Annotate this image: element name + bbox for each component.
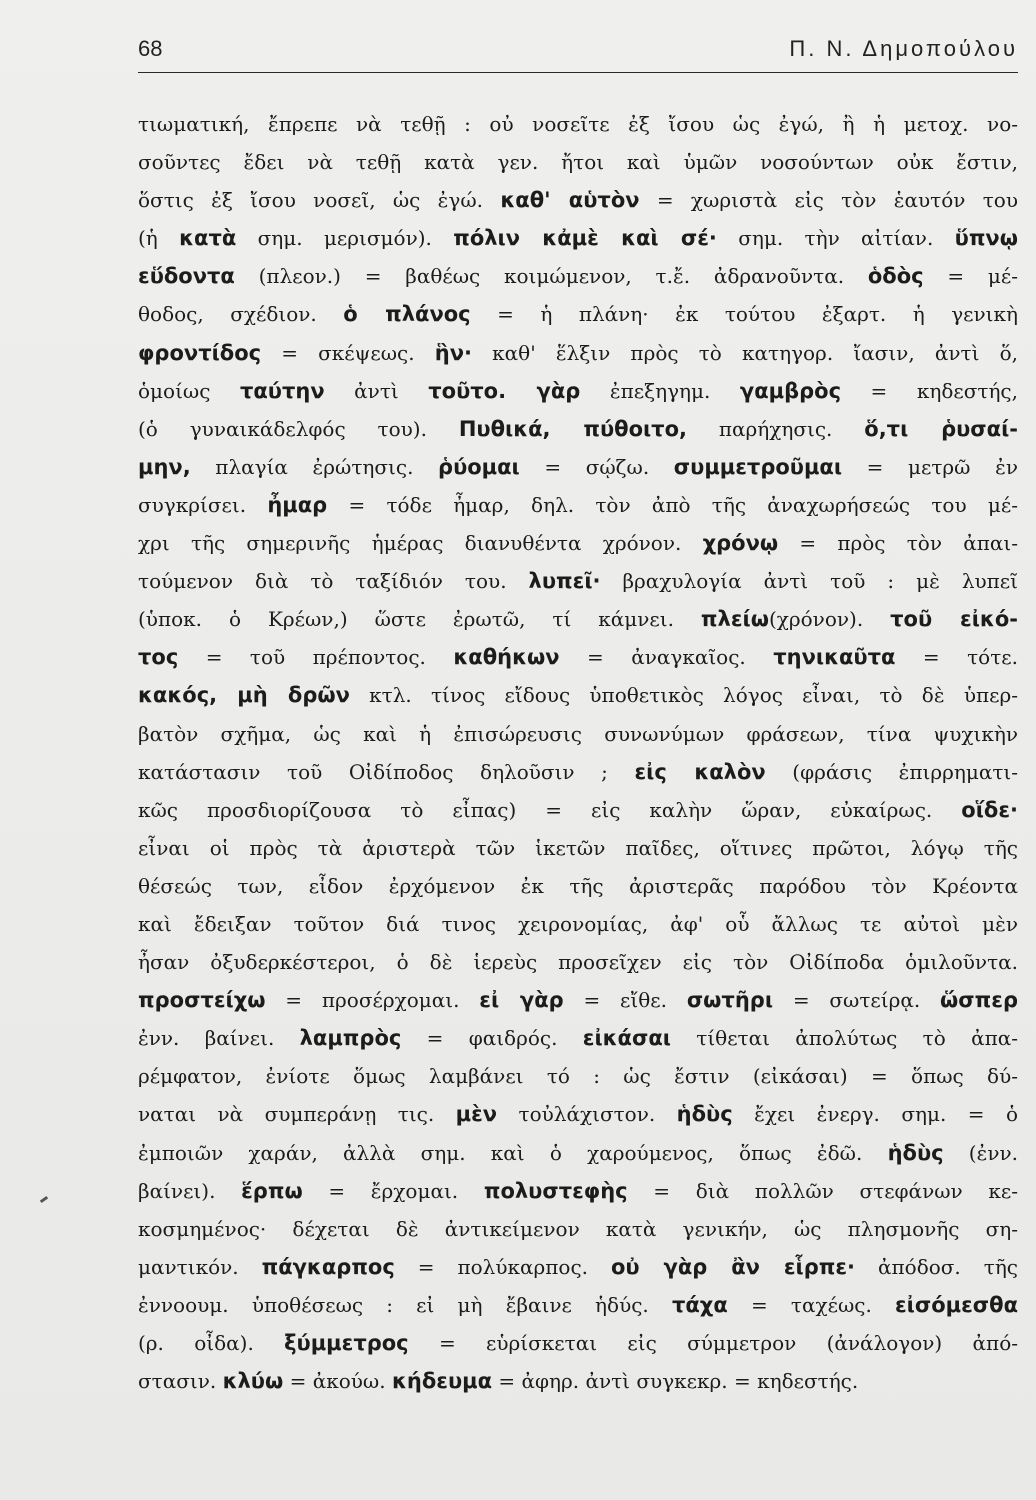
lemma-term: ὁ πλάνος [343, 302, 471, 327]
gloss-text: = φαιδρός. [401, 1026, 583, 1051]
gloss-text: = ἀκούω. [283, 1369, 392, 1394]
gloss-text: = σωτείρᾳ. [773, 988, 941, 1013]
gloss-text: ἐνν. βαίνει. [138, 1026, 300, 1051]
gloss-text: παρήχησις. [686, 416, 865, 441]
lemma-term: ἣν· [434, 340, 472, 365]
lemma-term: κατὰ [179, 226, 237, 251]
text-line [138, 1019, 1018, 1057]
lemma-term: ὕπνῳ [954, 226, 1018, 251]
gloss-text: (φράσις ἐπιρρηματι- [765, 759, 1018, 784]
gloss-text: = ἔρχομαι. [302, 1178, 484, 1203]
text-line [138, 829, 1018, 867]
text-line [138, 638, 1018, 676]
gloss-text: = πρὸς τὸν ἀπαι- [778, 531, 1018, 556]
text-line [138, 981, 1018, 1019]
lemma-term: μην, [138, 454, 191, 479]
lemma-term: λαμπρὸς [299, 1026, 402, 1051]
lemma-term: λυπεῖ· [528, 569, 601, 594]
gloss-text: πλαγία ἐρώτησις. [190, 454, 439, 479]
text-line [138, 715, 1018, 753]
gloss-text: ἔχει ἐνεργ. σημ. = ὁ [732, 1102, 1018, 1127]
lemma-term: πόλιν κἀμὲ καὶ σέ· [453, 226, 717, 251]
gloss-text: ναται νὰ συμπεράνῃ τις. [138, 1102, 456, 1127]
gloss-text: = πολύκαρπος. [394, 1254, 611, 1279]
gloss-text: (ἐνν. [943, 1140, 1018, 1165]
gloss-text: ἐμποιῶν χαράν, ἀλλὰ σημ. καὶ ὁ χαρούμενος, ὅπως ἐδῶ. [138, 1140, 888, 1165]
text-line [138, 486, 1018, 524]
lemma-term: εὕδοντα [138, 264, 235, 289]
gloss-text: σημ. τὴν αἰτίαν. [716, 226, 955, 251]
gloss-text: κατάστασιν τοῦ Οἰδίποδος δηλοῦσιν ; [138, 759, 635, 784]
text-line [138, 1172, 1018, 1210]
text-line [138, 143, 1018, 181]
gloss-text: = τόδε ἦμαρ, δηλ. τὸν ἀπὸ τῆς ἀναχωρήσεώς του μέ- [327, 492, 1018, 517]
text-line [138, 1286, 1018, 1324]
lemma-term: ἡδὺς [887, 1140, 944, 1165]
lemma-term: τοῦ εἰκό- [890, 607, 1018, 632]
margin-mark [40, 1196, 48, 1203]
gloss-text: κοσμημένος· δέχεται δὲ ἀντικείμενον κατὰ γενικήν, ὡς πλησμονῆς ση- [138, 1216, 1018, 1241]
page-number: 68 [138, 36, 163, 61]
commentary-text [138, 105, 1018, 1400]
gloss-text: ρέμφατον, ἐνίοτε ὅμως λαμβάνει τό : ὡς ἔστιν (εἰκάσαι) = ὅπως δύ- [138, 1064, 1018, 1089]
gloss-text: (χρόνον). [768, 607, 891, 632]
gloss-text: στασιν. [138, 1369, 223, 1394]
gloss-text: = προσέρχομαι. [265, 988, 480, 1013]
gloss-text: = ταχέως. [727, 1292, 895, 1317]
gloss-text: = τότε. [895, 645, 1018, 670]
text-line [138, 1095, 1018, 1133]
lemma-term: ταύτην [239, 378, 325, 403]
lemma-term: εἰ γὰρ [479, 988, 564, 1013]
gloss-text: = ἡ πλάνη· ἐκ τούτου ἐξαρτ. ἡ γενικὴ [470, 302, 1018, 327]
text-line [138, 372, 1018, 410]
lemma-term: ὅ,τι ῥυσαί- [864, 416, 1018, 441]
lemma-term: κακός, μὴ δρῶν [138, 683, 350, 708]
text-line [138, 676, 1018, 714]
gloss-text: τιωματική, ἔπρεπε νὰ τεθῇ : οὐ νοσεῖτε ἐξ ἴσου ὡς ἐγώ, ἢ ἡ μετοχ. νο- [138, 112, 1018, 136]
gloss-text: βατὸν σχῆμα, ὡς καὶ ἡ ἐπισώρευσις συνωνύμων φράσεων, τίνα ψυχικὴν [138, 721, 1018, 746]
text-line [138, 219, 1018, 257]
lemma-term: οὐ γὰρ ἂν εἷρπε· [611, 1254, 856, 1279]
lemma-term: γαμβρὸς [739, 378, 842, 403]
gloss-text: σοῦντες ἔδει νὰ τεθῇ κατὰ γεν. ἤτοι καὶ ὑμῶν νοσούντων οὐκ ἔστιν, [138, 150, 1018, 175]
gloss-text: εἶναι οἱ πρὸς τὰ ἀριστερὰ τῶν ἱκετῶν παῖδες, οἵτινες πρῶτοι, λόγῳ τῆς [138, 835, 1018, 860]
lemma-term: τος [138, 645, 179, 670]
running-head: Π. Ν. Δημοπούλου [789, 36, 1018, 61]
gloss-text: = εὑρίσκεται εἰς σύμμετρον (ἀνάλογον) ἀπό- [408, 1331, 1018, 1355]
gloss-text: θοδος, σχέδιον. [138, 302, 344, 327]
gloss-text: = διὰ πολλῶν στεφάνων κε- [627, 1178, 1018, 1203]
gloss-text: = χωριστὰ εἰς τὸν ἑαυτόν του [639, 188, 1018, 213]
text-line [138, 295, 1018, 333]
text-line [138, 600, 1018, 638]
text-line [138, 448, 1018, 486]
gloss-text: = τοῦ πρέποντος. [178, 645, 454, 670]
gloss-text: = εἴθε. [563, 988, 687, 1013]
text-line [138, 1248, 1018, 1286]
gloss-text: κτλ. τίνος εἴδους ὑποθετικὸς λόγος εἶναι, τὸ δὲ ὑπερ- [349, 683, 1018, 708]
lemma-term: ξύμμετρος [284, 1331, 409, 1355]
lemma-term: ἡδὺς [676, 1102, 733, 1127]
text-line [138, 1362, 1018, 1400]
lemma-term: ῥύομαι [438, 454, 520, 479]
text-line [138, 1210, 1018, 1248]
gloss-text: χρι τῆς σημερινῆς ἡμέρας διανυθέντα χρόνον. [138, 531, 703, 556]
lemma-term: εἰς καλὸν [634, 759, 766, 784]
lemma-term: πλείω [700, 607, 769, 632]
lemma-term: εἰκάσαι [582, 1026, 671, 1051]
gloss-text: σημ. μερισμόν). [236, 226, 454, 251]
lemma-term: προστείχω [138, 988, 266, 1013]
gloss-text: τίθεται ἀπολύτως τὸ ἀπα- [670, 1026, 1018, 1051]
gloss-text: συγκρίσει. [138, 492, 268, 517]
lemma-term: καθήκων [453, 645, 560, 670]
lemma-term: τοῦτο. γὰρ [428, 378, 581, 403]
gloss-text: (ἡ [138, 226, 180, 251]
lemma-term: τηνικαῦτα [773, 645, 896, 670]
lemma-term: ἕρπω [241, 1178, 303, 1203]
text-line [138, 105, 1018, 143]
text-line [138, 562, 1018, 600]
gloss-text: τούμενον διὰ τὸ ταξίδιόν του. [138, 569, 529, 594]
lemma-term: συμμετροῦμαι [673, 454, 843, 479]
lemma-term: ὥσπερ [940, 988, 1018, 1013]
gloss-text: ἀντὶ [324, 378, 429, 403]
text-line [138, 334, 1018, 372]
lemma-term: χρόνῳ [702, 531, 779, 556]
gloss-text: ἦσαν ὀξυδερκέστεροι, ὁ δὲ ἱερεὺς προσεῖχεν εἰς τὸν Οἰδίποδα ὁμιλοῦντα. [138, 950, 1018, 975]
lemma-term: πάγκαρπος [261, 1254, 395, 1279]
gloss-text: (πλεον.) = βαθέως κοιμώμενον, τ.ἔ. ἀδρανοῦντα. [234, 264, 868, 289]
text-line [138, 1324, 1018, 1362]
gloss-text: = σῴζω. [519, 454, 674, 479]
text-line [138, 524, 1018, 562]
lemma-term: ἦμαρ [267, 492, 328, 517]
text-line [138, 943, 1018, 981]
gloss-text: μαντικόν. [138, 1254, 262, 1279]
lemma-term: τάχα [671, 1292, 728, 1317]
gloss-text: ὁμοίως [138, 378, 240, 403]
lemma-term: φροντίδος [138, 340, 262, 365]
lemma-term: εἰσόμεσθα [894, 1292, 1018, 1317]
gloss-text: καὶ ἔδειξαν τοῦτον διά τινος χειρονομίας, ἀφ' οὗ ἄλλως τε αὐτοὶ μὲν [138, 911, 1018, 936]
gloss-text: ἐννοουμ. ὑποθέσεως : εἰ μὴ ἔβαινε ἡδύς. [138, 1292, 672, 1317]
text-line [138, 905, 1018, 943]
gloss-text: τοὐλάχιστον. [497, 1102, 677, 1127]
text-line [138, 1134, 1018, 1172]
text-line [138, 181, 1018, 219]
gloss-text: καθ' ἕλξιν πρὸς τὸ κατηγορ. ἴασιν, ἀντὶ ὅ, [471, 340, 1018, 365]
gloss-text: = μετρῶ ἐν [842, 454, 1018, 479]
gloss-text: βραχυλογία ἀντὶ τοῦ : μὲ λυπεῖ [600, 569, 1018, 594]
lemma-term: πολυστεφὴς [483, 1178, 628, 1203]
page-header [138, 30, 1018, 73]
lemma-term: σωτῆρι [686, 988, 774, 1013]
gloss-text: θέσεώς των, εἶδον ἐρχόμενον ἐκ τῆς ἀριστερᾶς παρόδου τὸν Κρέοντα [138, 873, 1018, 898]
text-line [138, 1057, 1018, 1095]
text-line [138, 753, 1018, 791]
gloss-text: βαίνει). [138, 1178, 242, 1203]
gloss-text: ὅστις ἐξ ἴσου νοσεῖ, ὡς ἐγώ. [138, 188, 501, 213]
gloss-text: κῶς προσδιορίζουσα τὸ εἶπας) = εἰς καλὴν ὥραν, εὐκαίρως. [138, 797, 962, 822]
lemma-term: ὁδὸς [867, 264, 924, 289]
lemma-term: κήδευμα [391, 1369, 493, 1394]
gloss-text: ἐπεξηγημ. [580, 378, 740, 403]
lemma-term: Πυθικά, πύθοιτο, [458, 416, 687, 441]
gloss-text: (ρ. οἶδα). [138, 1331, 285, 1355]
lemma-term: οἵδε· [961, 797, 1018, 822]
lemma-term: καθ' αὑτὸν [500, 188, 640, 213]
text-line [138, 791, 1018, 829]
gloss-text: ἀπόδοσ. τῆς [855, 1254, 1018, 1279]
text-line [138, 410, 1018, 448]
gloss-text: (ὁ γυναικάδελφός του). [138, 416, 459, 441]
gloss-text: (ὑποκ. ὁ Κρέων,) ὥστε ἐρωτῶ, τί κάμνει. [138, 607, 701, 632]
gloss-text: = σκέψεως. [261, 340, 435, 365]
lemma-term: κλύω [222, 1369, 284, 1394]
gloss-text: = ἀναγκαῖος. [559, 645, 774, 670]
gloss-text: = ἀφηρ. ἀντὶ συγκεκρ. = κηδεστής. [492, 1369, 859, 1394]
text-line [138, 257, 1018, 295]
gloss-text: = μέ- [923, 264, 1018, 289]
text-line [138, 867, 1018, 905]
gloss-text: = κηδεστής, [841, 378, 1018, 403]
lemma-term: μὲν [455, 1102, 498, 1127]
